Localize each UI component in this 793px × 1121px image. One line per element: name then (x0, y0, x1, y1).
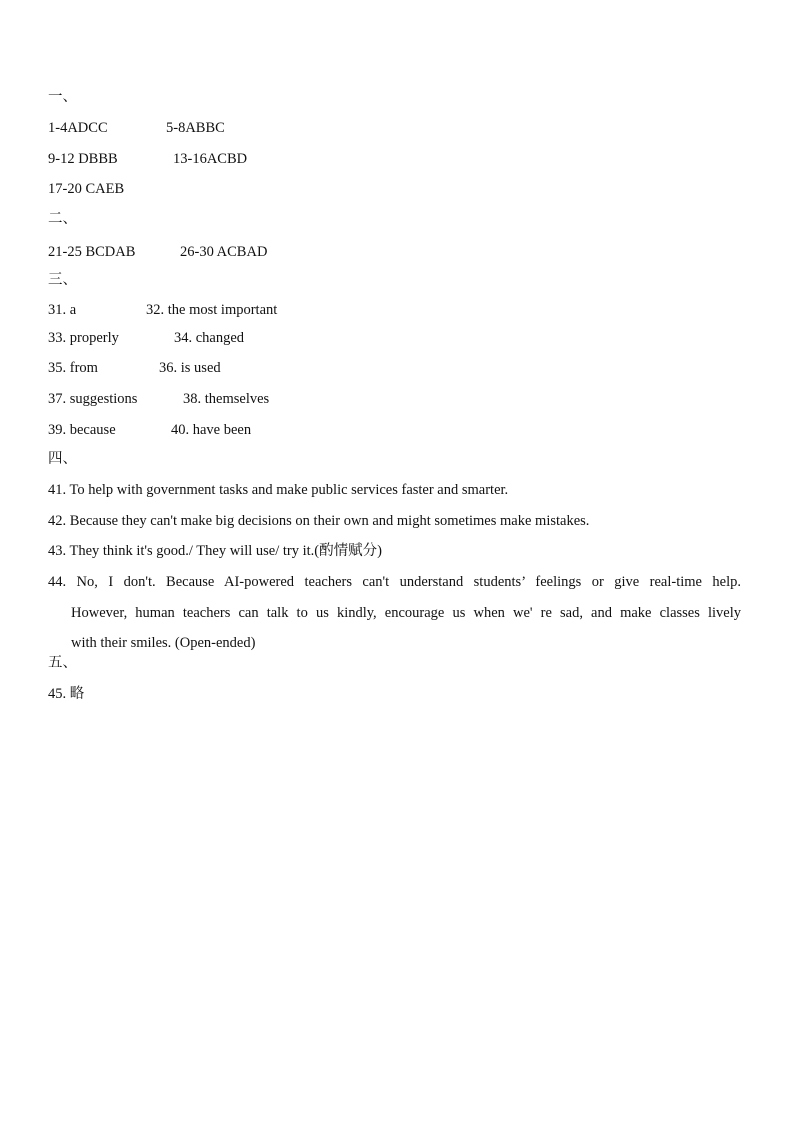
answer-item: 38. themselves (183, 391, 270, 407)
answer-item: 31. a (48, 302, 77, 318)
answer-item: 9-12 DBBB (48, 151, 118, 167)
answer-item-continuation: However, human teachers can talk to us kindly, encourage us when we' re sad, and make classes lively (71, 605, 741, 621)
section-4-heading: 四、 (48, 451, 77, 467)
answer-item: 39. because (48, 422, 116, 438)
answer-item: 26-30 ACBAD (180, 244, 268, 260)
answer-item: 21-25 BCDAB (48, 244, 136, 260)
answer-item-continuation: with their smiles. (Open-ended) (71, 635, 256, 651)
answer-item: 5-8ABBC (166, 120, 225, 136)
answer-item: 1-4ADCC (48, 120, 108, 136)
answer-item: 40. have been (171, 422, 252, 438)
answer-item: 17-20 CAEB (48, 181, 125, 197)
answer-item: 42. Because they can't make big decisions on their own and might sometimes make mistakes. (48, 513, 590, 529)
section-2-heading: 二、 (48, 211, 77, 227)
section-5-heading: 五、 (48, 655, 77, 671)
answer-item: 44. No, I don't. Because AI-powered teachers can't understand students’ feelings or give real-time help. (48, 574, 741, 590)
answer-item: 32. the most important (146, 302, 278, 318)
answer-item: 35. from (48, 360, 98, 376)
answer-item: 41. To help with government tasks and make public services faster and smarter. (48, 482, 509, 498)
answer-item: 36. is used (159, 360, 221, 376)
answer-item: 43. They think it's good./ They will use/ try it.(酌情赋分) (48, 543, 382, 559)
answer-item: 34. changed (174, 330, 245, 346)
answer-item: 37. suggestions (48, 391, 138, 407)
section-1-heading: 一、 (48, 89, 77, 105)
answer-item: 33. properly (48, 330, 119, 346)
answer-item: 13-16ACBD (173, 151, 248, 167)
answer-item: 45. 略 (48, 686, 85, 702)
section-3-heading: 三、 (48, 272, 77, 288)
